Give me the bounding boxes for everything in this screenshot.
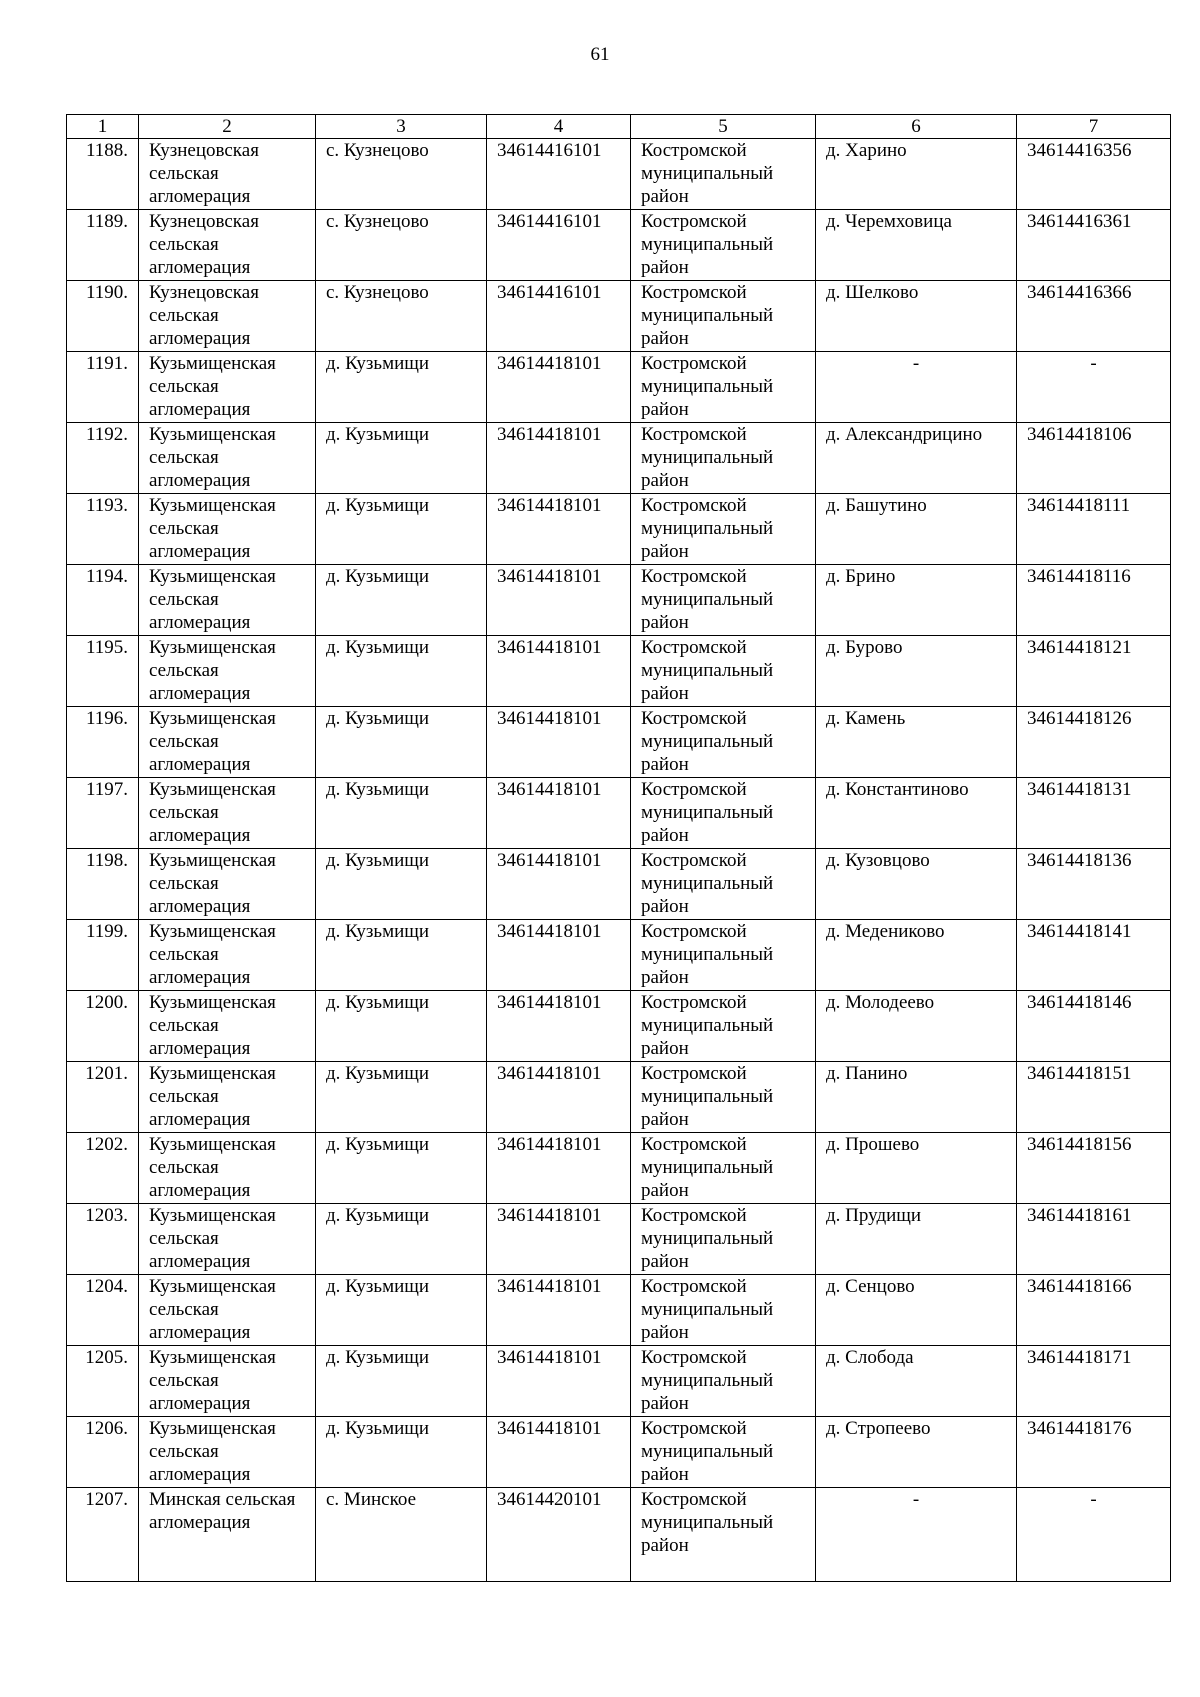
center-code-cell: 34614418101: [487, 352, 631, 423]
settlement-cell: д. Камень: [816, 707, 1017, 778]
district-cell: Костромской муниципальный район: [631, 849, 816, 920]
settlement-cell: д. Молодеево: [816, 991, 1017, 1062]
center-settlement-cell: д. Кузьмищи: [316, 1133, 487, 1204]
table-row: [67, 210, 1171, 281]
page-number: 61: [590, 44, 610, 65]
settlement-code-cell: 34614418151: [1017, 1062, 1171, 1133]
row-number-cell: 1188.: [67, 139, 139, 210]
center-settlement-cell: д. Кузьмищи: [316, 565, 487, 636]
district-cell: Костромской муниципальный район: [631, 707, 816, 778]
center-code-cell: 34614418101: [487, 1417, 631, 1488]
agglomeration-cell: Кузьмищенская сельская агломерация: [139, 565, 316, 636]
center-code-cell: 34614418101: [487, 565, 631, 636]
row-number-cell: 1191.: [67, 352, 139, 423]
row-number-cell: 1199.: [67, 920, 139, 991]
row-number-cell: 1192.: [67, 423, 139, 494]
center-settlement-cell: д. Кузьмищи: [316, 494, 487, 565]
header-row: [67, 115, 1171, 139]
column-header: 7: [1017, 115, 1171, 139]
agglomeration-cell: Кузьмищенская сельская агломерация: [139, 920, 316, 991]
center-code-cell: 34614418101: [487, 636, 631, 707]
district-cell: Костромской муниципальный район: [631, 1346, 816, 1417]
district-cell: Костромской муниципальный район: [631, 1488, 816, 1582]
settlement-cell: д. Сенцово: [816, 1275, 1017, 1346]
agglomeration-cell: Кузьмищенская сельская агломерация: [139, 778, 316, 849]
settlement-code-cell: 34614418131: [1017, 778, 1171, 849]
row-number-cell: 1190.: [67, 281, 139, 352]
agglomeration-cell: Минская сельская агломерация: [139, 1488, 316, 1582]
settlement-code-cell: 34614418126: [1017, 707, 1171, 778]
settlement-cell: д. Стропеево: [816, 1417, 1017, 1488]
row-number-cell: 1195.: [67, 636, 139, 707]
settlement-code-cell: 34614418171: [1017, 1346, 1171, 1417]
row-number-cell: 1200.: [67, 991, 139, 1062]
table-row: [67, 1346, 1171, 1417]
center-settlement-cell: д. Кузьмищи: [316, 352, 487, 423]
center-code-cell: 34614416101: [487, 139, 631, 210]
district-cell: Костромской муниципальный район: [631, 139, 816, 210]
center-settlement-cell: д. Кузьмищи: [316, 991, 487, 1062]
settlement-code-cell: 34614418166: [1017, 1275, 1171, 1346]
settlement-cell: д. Бурово: [816, 636, 1017, 707]
row-number-cell: 1204.: [67, 1275, 139, 1346]
center-settlement-cell: с. Минское: [316, 1488, 487, 1582]
settlement-code-cell: 34614416366: [1017, 281, 1171, 352]
center-settlement-cell: д. Кузьмищи: [316, 1417, 487, 1488]
settlement-cell: д. Брино: [816, 565, 1017, 636]
settlement-cell: д. Медениково: [816, 920, 1017, 991]
settlement-code-cell: 34614418156: [1017, 1133, 1171, 1204]
district-cell: Костромской муниципальный район: [631, 920, 816, 991]
center-code-cell: 34614420101: [487, 1488, 631, 1582]
table-row: [67, 920, 1171, 991]
center-code-cell: 34614418101: [487, 1133, 631, 1204]
settlement-code-cell: 34614418141: [1017, 920, 1171, 991]
row-number-cell: 1202.: [67, 1133, 139, 1204]
center-settlement-cell: д. Кузьмищи: [316, 920, 487, 991]
settlement-cell: д. Александрицино: [816, 423, 1017, 494]
settlement-cell: д. Кузовцово: [816, 849, 1017, 920]
agglomeration-cell: Кузьмищенская сельская агломерация: [139, 636, 316, 707]
center-settlement-cell: д. Кузьмищи: [316, 1275, 487, 1346]
center-settlement-cell: с. Кузнецово: [316, 139, 487, 210]
settlement-cell: -: [816, 352, 1017, 423]
settlement-code-cell: 34614418146: [1017, 991, 1171, 1062]
center-settlement-cell: д. Кузьмищи: [316, 1062, 487, 1133]
agglomeration-cell: Кузьмищенская сельская агломерация: [139, 1204, 316, 1275]
table-row: [67, 778, 1171, 849]
settlement-cell: д. Слобода: [816, 1346, 1017, 1417]
column-header: 6: [816, 115, 1017, 139]
settlement-code-cell: 34614418116: [1017, 565, 1171, 636]
settlement-cell: д. Черемховица: [816, 210, 1017, 281]
row-number-cell: 1198.: [67, 849, 139, 920]
district-cell: Костромской муниципальный район: [631, 778, 816, 849]
district-cell: Костромской муниципальный район: [631, 636, 816, 707]
settlement-code-cell: 34614416361: [1017, 210, 1171, 281]
agglomeration-cell: Кузнецовская сельская агломерация: [139, 139, 316, 210]
district-cell: Костромской муниципальный район: [631, 210, 816, 281]
settlement-cell: -: [816, 1488, 1017, 1582]
district-cell: Костромской муниципальный район: [631, 565, 816, 636]
table-row: [67, 849, 1171, 920]
district-cell: Костромской муниципальный район: [631, 281, 816, 352]
settlement-code-cell: 34614418106: [1017, 423, 1171, 494]
settlement-code-cell: 34614418176: [1017, 1417, 1171, 1488]
center-code-cell: 34614418101: [487, 494, 631, 565]
settlement-cell: д. Шелково: [816, 281, 1017, 352]
center-settlement-cell: с. Кузнецово: [316, 281, 487, 352]
row-number-cell: 1193.: [67, 494, 139, 565]
column-header: 3: [316, 115, 487, 139]
column-header: 1: [67, 115, 139, 139]
row-number-cell: 1201.: [67, 1062, 139, 1133]
district-cell: Костромской муниципальный район: [631, 1062, 816, 1133]
center-code-cell: 34614418101: [487, 1204, 631, 1275]
center-code-cell: 34614418101: [487, 1275, 631, 1346]
district-cell: Костромской муниципальный район: [631, 991, 816, 1062]
center-settlement-cell: д. Кузьмищи: [316, 1204, 487, 1275]
column-header: 4: [487, 115, 631, 139]
district-cell: Костромской муниципальный район: [631, 1204, 816, 1275]
agglomeration-cell: Кузьмищенская сельская агломерация: [139, 1062, 316, 1133]
settlement-code-cell: 34614416356: [1017, 139, 1171, 210]
agglomeration-cell: Кузьмищенская сельская агломерация: [139, 1417, 316, 1488]
settlement-cell: д. Башутино: [816, 494, 1017, 565]
table-row: [67, 139, 1171, 210]
district-cell: Костромской муниципальный район: [631, 1417, 816, 1488]
district-cell: Костромской муниципальный район: [631, 1133, 816, 1204]
settlement-cell: д. Харино: [816, 139, 1017, 210]
settlement-code-cell: 34614418111: [1017, 494, 1171, 565]
settlement-cell: д. Прудищи: [816, 1204, 1017, 1275]
table-row: [67, 352, 1171, 423]
center-settlement-cell: д. Кузьмищи: [316, 849, 487, 920]
agglomeration-cell: Кузьмищенская сельская агломерация: [139, 991, 316, 1062]
center-settlement-cell: с. Кузнецово: [316, 210, 487, 281]
table-row: [67, 494, 1171, 565]
agglomeration-cell: Кузьмищенская сельская агломерация: [139, 1275, 316, 1346]
row-number-cell: 1196.: [67, 707, 139, 778]
center-code-cell: 34614418101: [487, 778, 631, 849]
center-code-cell: 34614418101: [487, 1346, 631, 1417]
agglomeration-cell: Кузнецовская сельская агломерация: [139, 210, 316, 281]
row-number-cell: 1194.: [67, 565, 139, 636]
center-code-cell: 34614418101: [487, 1062, 631, 1133]
table-body: [67, 139, 1171, 1582]
center-settlement-cell: д. Кузьмищи: [316, 423, 487, 494]
center-settlement-cell: д. Кузьмищи: [316, 1346, 487, 1417]
district-cell: Костромской муниципальный район: [631, 1275, 816, 1346]
settlement-code-cell: -: [1017, 352, 1171, 423]
center-settlement-cell: д. Кузьмищи: [316, 707, 487, 778]
settlement-cell: д. Панино: [816, 1062, 1017, 1133]
table-row: [67, 1488, 1171, 1582]
agglomeration-cell: Кузнецовская сельская агломерация: [139, 281, 316, 352]
center-code-cell: 34614418101: [487, 920, 631, 991]
agglomeration-cell: Кузьмищенская сельская агломерация: [139, 352, 316, 423]
center-code-cell: 34614418101: [487, 707, 631, 778]
table-row: [67, 1275, 1171, 1346]
row-number-cell: 1207.: [67, 1488, 139, 1582]
agglomeration-cell: Кузьмищенская сельская агломерация: [139, 423, 316, 494]
center-code-cell: 34614416101: [487, 281, 631, 352]
table-row: [67, 636, 1171, 707]
settlement-code-cell: -: [1017, 1488, 1171, 1582]
agglomeration-cell: Кузьмищенская сельская агломерация: [139, 494, 316, 565]
district-cell: Костромской муниципальный район: [631, 352, 816, 423]
center-code-cell: 34614418101: [487, 991, 631, 1062]
row-number-cell: 1205.: [67, 1346, 139, 1417]
district-cell: Костромской муниципальный район: [631, 494, 816, 565]
settlement-cell: д. Прошево: [816, 1133, 1017, 1204]
agglomeration-cell: Кузьмищенская сельская агломерация: [139, 849, 316, 920]
agglomeration-cell: Кузьмищенская сельская агломерация: [139, 707, 316, 778]
center-code-cell: 34614418101: [487, 849, 631, 920]
table-row: [67, 423, 1171, 494]
table-row: [67, 281, 1171, 352]
table-row: [67, 1204, 1171, 1275]
center-code-cell: 34614418101: [487, 423, 631, 494]
table-row: [67, 1133, 1171, 1204]
agglomeration-table: [66, 114, 1171, 1582]
table-row: [67, 1062, 1171, 1133]
table-row: [67, 1417, 1171, 1488]
settlement-code-cell: 34614418161: [1017, 1204, 1171, 1275]
agglomeration-cell: Кузьмищенская сельская агломерация: [139, 1133, 316, 1204]
table-row: [67, 565, 1171, 636]
row-number-cell: 1206.: [67, 1417, 139, 1488]
table-row: [67, 991, 1171, 1062]
settlement-code-cell: 34614418121: [1017, 636, 1171, 707]
column-header: 2: [139, 115, 316, 139]
center-settlement-cell: д. Кузьмищи: [316, 636, 487, 707]
center-settlement-cell: д. Кузьмищи: [316, 778, 487, 849]
agglomeration-cell: Кузьмищенская сельская агломерация: [139, 1346, 316, 1417]
table-row: [67, 707, 1171, 778]
settlement-code-cell: 34614418136: [1017, 849, 1171, 920]
row-number-cell: 1189.: [67, 210, 139, 281]
row-number-cell: 1197.: [67, 778, 139, 849]
settlement-cell: д. Константиново: [816, 778, 1017, 849]
row-number-cell: 1203.: [67, 1204, 139, 1275]
center-code-cell: 34614416101: [487, 210, 631, 281]
district-cell: Костромской муниципальный район: [631, 423, 816, 494]
column-header: 5: [631, 115, 816, 139]
